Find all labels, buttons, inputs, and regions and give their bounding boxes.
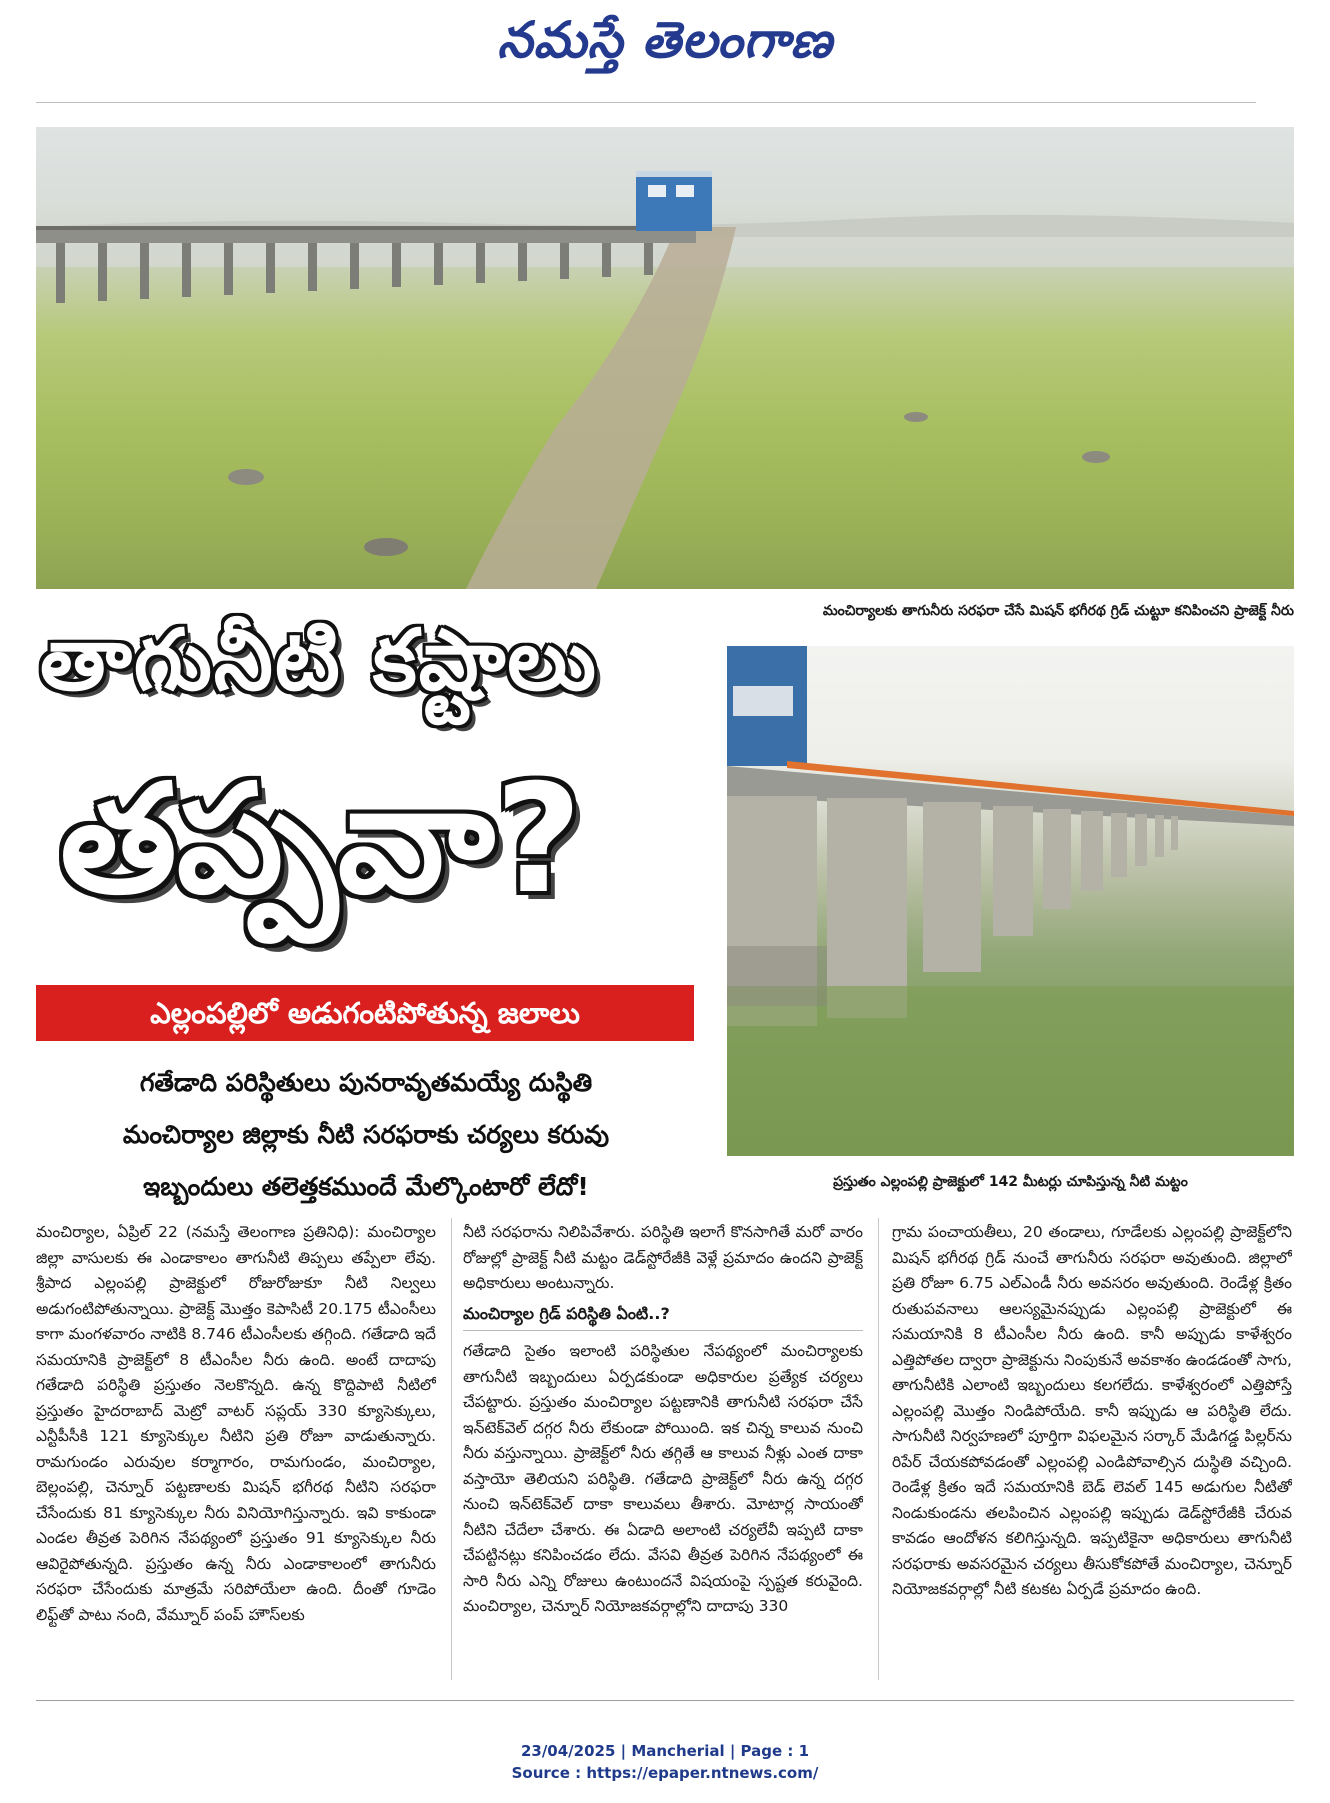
headline-strap: ఎల్లంపల్లిలో అడుగంటిపోతున్న జలాలు xyxy=(36,985,694,1041)
footer-divider xyxy=(36,1700,1294,1701)
article-paragraph: నీటి సరఫరాను నిలిపివేశారు. పరిస్థితి ఇలాగే కొనసాగితే మరో వారం రోజుల్లో ప్రాజెక్ట్ నీటి మట్టం డెడ్‌స్టోరేజీకి వెళ్లే ప్రమాదం ఉందని ప్రాజెక్ట్ అధికారులు అంటున్నారు. xyxy=(463,1223,863,1292)
footer-source-link[interactable]: Source : https://epaper.ntnews.com/ xyxy=(511,1764,819,1782)
article-subhead: మంచిర్యాల గ్రిడ్ పరిస్థితి ఏంటి..? xyxy=(463,1301,863,1332)
subheadline-1: గతేడాది పరిస్థితులు పునరావృతమయ్యే దుస్థితి xyxy=(139,1068,593,1097)
top-photo-caption: మంచిర్యాలకు తాగునీరు సరఫరా చేసే మిషన్ భగీరథ గ్రిడ్ చుట్టూ కనిపించని ప్రాజెక్ట్ నీరు xyxy=(822,603,1294,619)
column-divider xyxy=(878,1218,879,1680)
column-divider xyxy=(451,1218,452,1680)
article-paragraph: గతేడాది సైతం ఇలాంటి పరిస్థితుల నేపథ్యంలో మంచిర్యాలకు తాగునీటి ఇబ్బందులు ఏర్పడకుండా అధికారుల ప్రత్యేక చర్యలు చేపట్టారు. ప్రస్తుతం మంచిర్యాల పట్టణానికి తాగునీటి సరఫరా చేసే ఇన్‌టెక్‌వెల్ దగ్గర నీరు లేకుండా పోయింది. ఇక చిన్న కాలువ నుంచి నీరు వస్తున్నాయి. ప్రాజెక్ట్‌లో నీరు తగ్గితే ఆ కాలువ నీళ్లు ఎంత దాకా వస్తాయో తెలియని పరిస్థితి. గతేడాది ప్రాజెక్ట్‌లో నీరు ఉన్న దగ్గర నుంచి ఇన్‌టెక్‌వెల్ దాకా కాలువలు తీశారు. మోటార్ల సాయంతో నీటిని చేదేలా చేశారు. ఈ ఏడాది అలాంటి చర్యలేవీ ఇప్పటి దాకా చేపట్టినట్లు కనిపించడం లేదు. వేసవి తీవ్రత పెరిగిన నేపథ్యంలో ఈ సారి నీరు ఎన్ని రోజులు ఉంటుందనే విషయంపై స్పష్టత కరువైంది. మంచిర్యాల, చెన్నూర్ నియోజకవర్గాల్లోని దాదాపు 330 xyxy=(463,1342,863,1615)
article-column-1 xyxy=(36,1220,436,1680)
subheadline-2: మంచిర్యాల జిల్లాకు నీటి సరఫరాకు చర్యలు కరువు xyxy=(122,1120,610,1149)
headline-line-2: తప్పవా? xyxy=(60,753,582,927)
article-column-3 xyxy=(892,1220,1292,1680)
barrage-photo xyxy=(727,646,1294,1156)
subheadline-3: ఇబ్బందులు తలెత్తకముందే మేల్కొంటారో లేదో! xyxy=(143,1172,589,1201)
article-column-2 xyxy=(463,1220,863,1680)
article-paragraph: మంచిర్యాల, ఏప్రిల్ 22 (నమస్తే తెలంగాణ ప్రతినిధి): మంచిర్యాల జిల్లా వాసులకు ఈ ఎండాకాలం తాగునీటి తిప్పలు తప్పేలా లేవు. శ్రీపాద ఎల్లంపల్లి ప్రాజెక్టులో రోజురోజుకూ నీటి నిల్వలు అడుగంటిపోతున్నాయి. ప్రాజెక్ట్ మొత్తం కెపాసిటీ 20.175 టీఎంసీలు కాగా మంగళవారం నాటికి 8.746 టీఎంసీలకు తగ్గింది. గతేడాది ఇదే సమయానికి ప్రాజెక్ట్‌లో 8 టీఎంసీల నీరు ఉంది. అంటే దాదాపు గతేడాది పరిస్థితి ప్రస్తుతం నెలకొన్నది. ఉన్న కొద్దిపాటి నీటిలో ప్రస్తుతం హైదరాబాద్ మెట్రో వాటర్ సప్లయ్ 330 క్యూసెక్కులు, ఎన్టీపీసీకి 121 క్యూసెక్కుల నీటిని ప్రతి రోజూ వాడుతున్నారు. రామగుండం ఎరువుల కర్మాగారం, రామగుండం, మంచిర్యాల, బెల్లంపల్లి, చెన్నూర్ పట్టణాలకు మిషన్ భగీరథ నీటిని సరఫరా చేసేందుకు 81 క్యూసెక్కుల నీరు వినియోగిస్తున్నారు. ఇవి కాకుండా ఎండల తీవ్రత పెరిగిన నేపథ్యంలో ప్రస్తుతం 91 క్యూసెక్కుల నీరు ఆవిరైపోతున్నది. ప్రస్తుతం ఉన్న నీరు ఎండాకాలంలో తాగునీరు సరఫరా చేసేందుకు మాత్రమే సరిపోయేలా ఉంది. దీంతో గూడెం లిఫ్ట్‌తో పాటు నంది, వేమ్నూర్ పంప్ హౌస్‌లకు xyxy=(36,1223,436,1624)
reservoir-photo xyxy=(36,127,1294,589)
masthead-divider xyxy=(36,102,1256,103)
footer-edition-info: 23/04/2025 | Mancherial | Page : 1 xyxy=(520,1742,810,1760)
article-paragraph: గ్రామ పంచాయతీలు, 20 తండాలు, గూడేలకు ఎల్లంపల్లి ప్రాజెక్ట్‌లోని మిషన్ భగీరథ గ్రిడ్ నుంచే తాగునీరు సరఫరా అవుతుంది. జిల్లాలో ప్రతి రోజూ 6.75 ఎల్ఎండీ నీరు అవసరం అవుతుంది. రెండేళ్ల క్రితం రుతుపవనాలు ఆలస్యమైనప్పుడు ఎల్లంపల్లి ప్రాజెక్టులో ఈ సమయానికి 8 టీఎంసీల నీరు ఉంది. కానీ అప్పుడు కాళేశ్వరం ఎత్తిపోతల ద్వారా ప్రాజెక్టును నింపుకునే అవకాశం ఉండడంతో సాగు, తాగునీటికి ఎలాంటి ఇబ్బందులు కలగలేదు. కాళేశ్వరంలో ఎత్తిపోస్తే ఎల్లంపల్లి మొత్తం నిండిపోయేది. కానీ ఇప్పుడు ఆ పరిస్థితి లేదు. సాగునీటి నిర్వహణలో పూర్తిగా విఫలమైన సర్కార్ మేడిగడ్డ పిల్లర్‌ను రిపేర్ చేయకపోవడంతో ఎల్లంపల్లి ఎండిపోవాల్సిన దుస్థితి వచ్చింది. రెండేళ్ల క్రితం ఇదే సమయానికి బెడ్ లెవల్ 145 అడుగుల నీటితో నిండుకుండను తలపించిన ఎల్లంపల్లి ఇప్పుడు డెడ్‌స్టోరేజీకి చేరువ కావడం ఆందోళన కలిగిస్తున్నది. ఇప్పటికైనా అధికారులు తాగునీటి సరఫరాకు అవసరమైన చర్యలు తీసుకోకపోతే మంచిర్యాల, చెన్నూర్ నియోజకవర్గాల్లో నీటి కటకట ఏర్పడే ప్రమాదం ఉంది. xyxy=(892,1223,1292,1598)
headline-line-1: తాగునీటి కష్టాలు xyxy=(40,611,598,709)
right-photo-caption: ప్రస్తుతం ఎల్లంపల్లి ప్రాజెక్టులో 142 మీటర్లు చూపిస్తున్న నీటి మట్టం xyxy=(833,1174,1188,1190)
masthead-logo: నమస్తే తెలంగాణ xyxy=(497,10,833,69)
